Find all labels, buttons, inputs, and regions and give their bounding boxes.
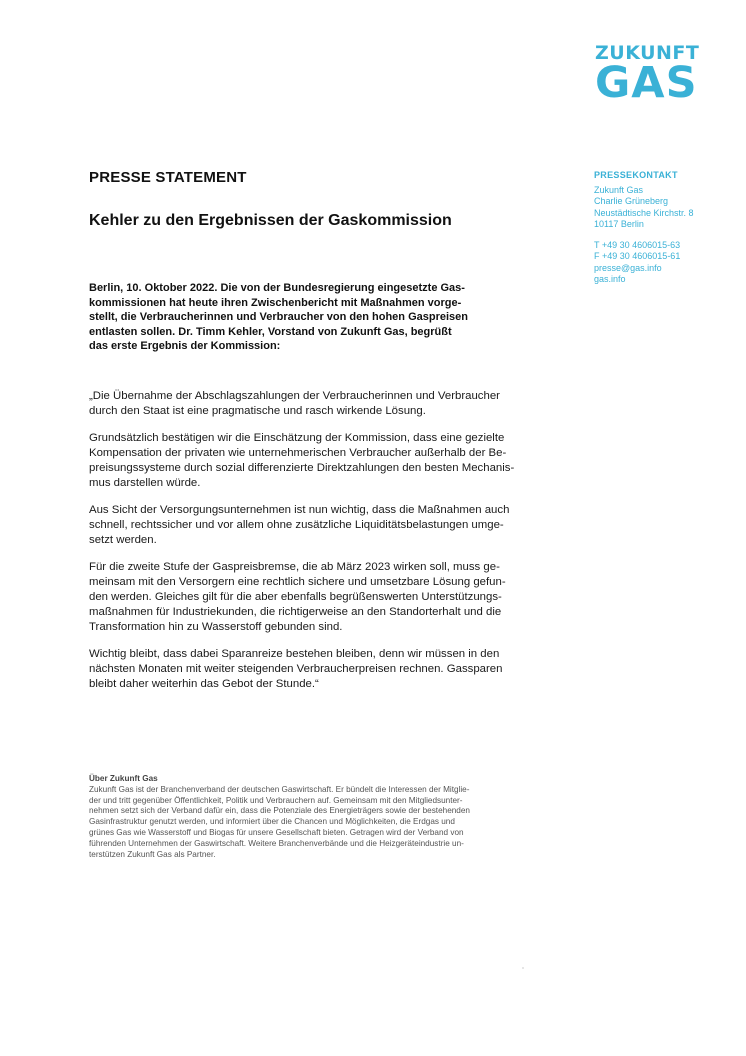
body-line: bleibt daher weiterhin das Gebot der Stunde.“	[89, 678, 319, 690]
statement-body	[89, 389, 574, 704]
about-line: der und tritt gegenüber Öffentlichkeit, Politik und Verbrauchern auf. Gemeinsam mit den Mitgliedsunter-	[89, 795, 463, 805]
contact-line: Charlie Grüneberg	[594, 196, 669, 206]
body-line: Grundsätzlich bestätigen wir die Einschätzung der Kommission, dass eine gezielte	[89, 432, 505, 444]
body-paragraph	[89, 647, 574, 692]
body-line: den werden. Gleiches gilt für die aber ebenfalls begrüßenswerten Unterstützungs-	[89, 591, 502, 603]
body-line: Für die zweite Stufe der Gaspreisbremse, die ab März 2023 wirken soll, muss ge-	[89, 561, 500, 573]
body-paragraph	[89, 389, 574, 419]
logo-line-2: GAS	[595, 58, 698, 108]
body-line: mus darstellen würde.	[89, 477, 201, 489]
body-line: Transformation hin zu Wasserstoff gebunden sind.	[89, 621, 343, 633]
lead-line: kommissionen hat heute ihren Zwischenbericht mit Maßnahmen vorge-	[89, 296, 462, 309]
about-line: nehmen setzt sich der Verband dafür ein, dass die Potenziale des Energieträgers sowie der bestehenden	[89, 806, 470, 816]
document-type-title: PRESSE STATEMENT	[89, 169, 247, 186]
body-line: Wichtig bleibt, dass dabei Sparanreize bestehen bleiben, denn wir müssen in den	[89, 648, 500, 660]
body-line: meinsam mit den Versorgern eine rechtlich sichere und umsetzbare Lösung gefun-	[89, 576, 506, 588]
about-line: grünes Gas wie Wasserstoff und Biogas für unsere Gesellschaft bieten. Getragen wird der Verband von	[89, 827, 464, 837]
about-heading: Über Zukunft Gas	[89, 774, 158, 783]
lead-paragraph	[89, 281, 534, 354]
about-section	[89, 774, 569, 860]
press-contact-heading: PRESSEKONTAKT	[594, 170, 678, 180]
contact-line: Neustädtische Kirchstr. 8	[594, 207, 694, 218]
body-line: Aus Sicht der Versorgungsunternehmen ist nun wichtig, dass die Maßnahmen auch	[89, 504, 510, 516]
lead-line: Berlin, 10. Oktober 2022. Die von der Bundesregierung eingesetzte Gas-	[89, 282, 465, 294]
contact-line: Zukunft Gas	[594, 184, 644, 195]
contact-website-link[interactable]: gas.info	[594, 274, 626, 284]
body-line: schnell, rechtssicher und vor allem ohne zusätzliche Liquiditätsbelastungen umge-	[89, 519, 504, 531]
lead-line: entlasten sollen. Dr. Timm Kehler, Vorstand von Zukunft Gas, begrüßt	[89, 325, 452, 338]
zukunft-gas-logo	[595, 42, 700, 108]
body-paragraph	[89, 503, 574, 548]
lead-line: das erste Ergebnis der Kommission:	[89, 340, 281, 353]
body-paragraph	[89, 560, 574, 635]
page-title: Kehler zu den Ergebnissen der Gaskommission	[89, 212, 452, 229]
body-line: preisungssysteme durch sozial differenzierte Direktzahlungen den besten Mechanis-	[89, 462, 515, 474]
body-line: maßnahmen für Industriekunden, die richtigerweise an den Standorterhalt und die	[89, 606, 502, 618]
contact-phone: T +49 30 4606015-63	[594, 239, 681, 250]
contact-email-link[interactable]: presse@gas.info	[594, 262, 662, 273]
body-line: „Die Übernahme der Abschlagszahlungen der Verbraucherinnen und Verbraucher	[89, 390, 500, 402]
body-line: setzt werden.	[89, 534, 157, 546]
press-contact	[594, 170, 734, 286]
about-line: Gasinfrastruktur genutzt werden, und informiert über die Chancen und Möglichkeiten, die Erdgas und	[89, 817, 455, 827]
body-line: Kompensation der privaten wie unternehmerischen Verbraucher außerhalb der Be-	[89, 447, 507, 459]
body-line: nächsten Monaten mit weiter steigenden Verbraucherpreisen rechnen. Gassparen	[89, 663, 503, 675]
page-mark	[522, 967, 524, 969]
contact-fax: F +49 30 4606015-61	[594, 251, 681, 261]
contact-line: 10117 Berlin	[594, 219, 644, 229]
about-line: führenden Unternehmen der Gaswirtschaft. Weitere Branchenverbände und die Heizgeräteindustrie un-	[89, 838, 464, 848]
logo-line-1: ZUKUNFT	[595, 42, 700, 64]
about-line: terstützen Zukunft Gas als Partner.	[89, 849, 216, 859]
lead-line: stellt, die Verbraucherinnen und Verbraucher von den hohen Gaspreisen	[89, 311, 468, 324]
body-paragraph	[89, 431, 574, 491]
body-line: durch den Staat ist eine pragmatische und rasch wirkende Lösung.	[89, 405, 426, 417]
about-line: Zukunft Gas ist der Branchenverband der deutschen Gaswirtschaft. Er bündelt die Interessen der Mitglie-	[89, 784, 470, 794]
